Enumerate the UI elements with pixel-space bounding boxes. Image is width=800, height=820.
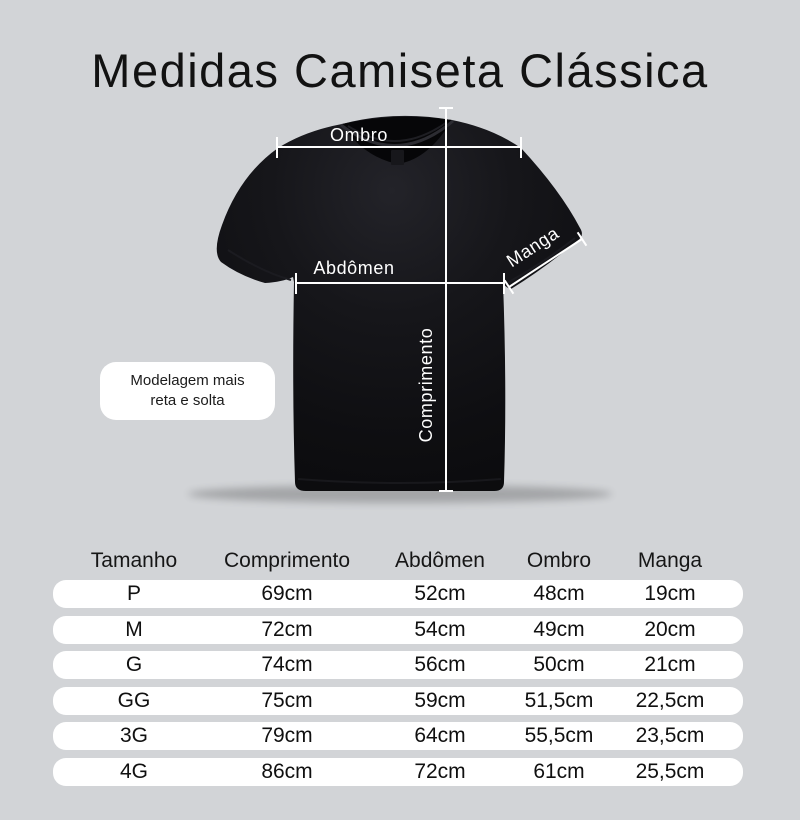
header-comprimento: Comprimento [223,548,351,572]
cell-size: 4G [119,759,148,783]
cell-abdomen: 54cm [414,617,466,641]
cell-abdomen: 59cm [414,688,466,712]
fit-note-line2: reta e solta [150,392,225,409]
table-row-4g [53,758,743,786]
fit-note-line1: Modelagem mais [130,372,245,390]
abdomen-label: Abdômen [313,258,395,278]
cell-comprimento: 75cm [261,688,313,712]
cell-comprimento: 74cm [261,653,313,676]
cell-size: M [125,617,143,641]
fit-note [100,362,275,420]
header-tamanho: Tamanho [90,548,178,572]
table-row-p [53,580,743,608]
table-row-g [53,651,743,679]
table-row-3g [53,722,743,750]
cell-abdomen: 56cm [414,653,466,676]
cell-ombro: 48cm [533,582,585,605]
cell-comprimento: 69cm [261,582,313,605]
page-title: Medidas Camiseta Clássica [91,44,709,98]
cell-size: GG [117,688,151,712]
cell-size: G [125,653,143,676]
cell-manga: 25,5cm [635,759,705,783]
cell-ombro: 55,5cm [524,724,594,747]
cell-comprimento: 79cm [261,724,313,747]
table-row-gg [53,687,743,715]
table-row-m [53,616,743,644]
cell-abdomen: 64cm [414,724,466,747]
cell-ombro: 61cm [533,759,585,783]
cell-ombro: 49cm [533,617,585,641]
tshirt-body [217,116,582,491]
cell-manga: 21cm [644,653,696,676]
cell-ombro: 50cm [533,653,585,676]
manga-label: Manga [502,222,563,272]
header-abdomen: Abdômen [395,548,485,572]
collar-tag [391,150,404,165]
comprimento-label: Comprimento [416,327,436,443]
cell-abdomen: 72cm [414,759,466,783]
cell-size: 3G [119,724,148,747]
header-ombro: Ombro [526,548,592,572]
cell-comprimento: 72cm [261,617,313,641]
cell-manga: 20cm [644,617,696,641]
cell-ombro: 51,5cm [524,688,594,712]
cell-manga: 22,5cm [635,688,705,712]
size-table [53,547,743,793]
ombro-label: Ombro [329,125,389,145]
cell-abdomen: 52cm [414,582,466,605]
cell-size: P [126,582,141,605]
cell-manga: 23,5cm [635,724,705,747]
cell-comprimento: 86cm [261,759,313,783]
size-table-header [53,547,743,574]
cell-manga: 19cm [644,582,696,605]
header-manga: Manga [637,548,703,572]
